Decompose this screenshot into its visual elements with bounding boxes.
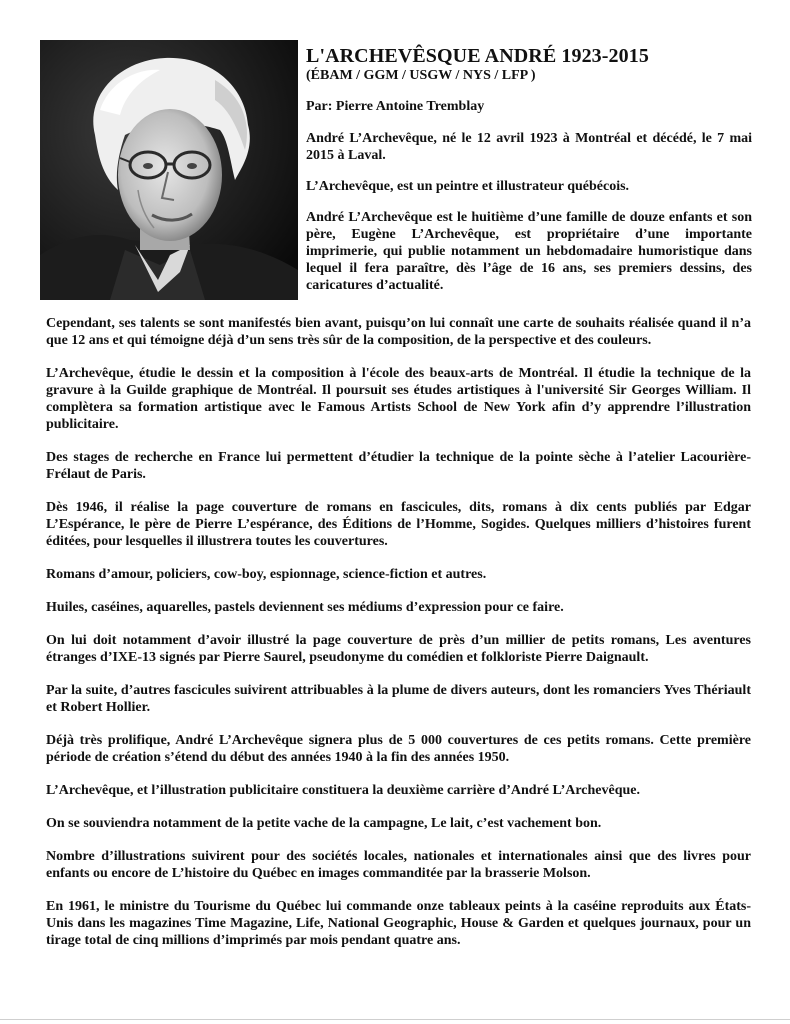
body-paragraph: Des stages de recherche en France lui permettent d’étudier la technique de la pointe sèche à l’atelier Lacourière-Frélaut de Paris.	[46, 450, 751, 482]
page-bottom-edge	[0, 1019, 790, 1020]
intro-paragraph: L’Archevêque, est un peintre et illustrateur québécois.	[306, 179, 630, 194]
body-paragraph: Nombre d’illustrations suivirent pour des sociétés locales, nationales et internationales ainsi que des livres pour enfants ou encore de L’histoire du Québec en images commanditée par la brasserie Molson.	[46, 849, 751, 881]
body-paragraph: Huiles, caséines, aquarelles, pastels deviennent ses médiums d’expression pour ce faire.	[46, 600, 564, 615]
author-byline: Par: Pierre Antoine Tremblay	[306, 99, 485, 114]
body-paragraph: Cependant, ses talents se sont manifestés bien avant, puisqu’on lui connaît une carte de souhaits réalisée quand il n’a que 12 ans et qui témoigne déjà d’un sens très sûr de la composition, de la perspective et des couleurs.	[46, 316, 751, 348]
body-paragraph: On se souviendra notamment de la petite vache de la campagne, Le lait, c’est vachement bon.	[46, 816, 602, 831]
portrait-photo	[40, 40, 298, 300]
body-paragraph: Dès 1946, il réalise la page couverture de romans en fascicules, dits, romans à dix cents publiés par Edgar L’Espérance, le père de Pierre L’espérance, des Éditions de l’Homme, Sogides. Quelques milliers d’histoires furent éditées, pour lesquelles il illustrera toutes les couvertures.	[46, 500, 751, 549]
body-paragraph: Romans d’amour, policiers, cow-boy, espionnage, science-fiction et autres.	[46, 567, 487, 582]
body-paragraph: L’Archevêque, étudie le dessin et la composition à l'école des beaux-arts de Montréal. Il étudie la technique de la gravure à la Guilde graphique de Montréal. Il poursuit ses études artistiques à l'université Sir Georges William. Il complètera sa formation artistique avec le Famous Artists School de New York afin d’y apprendre l’illustration publicitaire.	[46, 366, 751, 432]
body-paragraph: L’Archevêque, et l’illustration publicitaire constituera la deuxième carrière d’André L’Archevêque.	[46, 783, 641, 798]
affiliations-subtitle: (ÉBAM / GGM / USGW / NYS / LFP )	[306, 68, 536, 83]
intro-paragraph: André L’Archevêque, né le 12 avril 1923 à Montréal et décédé, le 7 mai 2015 à Laval.	[306, 131, 752, 163]
body-paragraph: Par la suite, d’autres fascicules suivirent attribuables à la plume de divers auteurs, dont les romanciers Yves Thériault et Robert Hollier.	[46, 683, 751, 715]
article-header	[306, 44, 752, 308]
intro-section	[306, 130, 752, 294]
intro-paragraph: André L’Archevêque est le huitième d’une famille de douze enfants et son père, Eugène L’Archevêque, est propriétaire d’une importante imprimerie, qui publie notamment un hebdomadaire humoristique dans lequel il fera paraître, dès l’âge de 16 ans, ses premiers dessins, des caricatures d’actualité.	[306, 210, 752, 293]
body-paragraph: Déjà très prolifique, André L’Archevêque signera plus de 5 000 couvertures de ces petits romans. Cette première période de création s’étend du début des années 1940 à la fin des années 1950.	[46, 733, 751, 765]
body-paragraph: On lui doit notamment d’avoir illustré la page couverture de près d’un millier de petits romans, Les aventures étranges d’IXE-13 signés par Pierre Saurel, pseudonyme du comédien et folkloriste Pierre Daignault.	[46, 633, 751, 665]
page-title: L'ARCHEVÊSQUE ANDRÉ 1923-2015	[306, 45, 649, 67]
body-paragraph: En 1961, le ministre du Tourisme du Québec lui commande onze tableaux peints à la caséine reproduits aux États-Unis dans les magazines Time Magazine, Life, National Geographic, House & Garden et quelques journaux, pour un tirage total de cinq millions d’imprimés par mois pendant quatre ans.	[46, 899, 751, 948]
article-body	[46, 315, 751, 965]
